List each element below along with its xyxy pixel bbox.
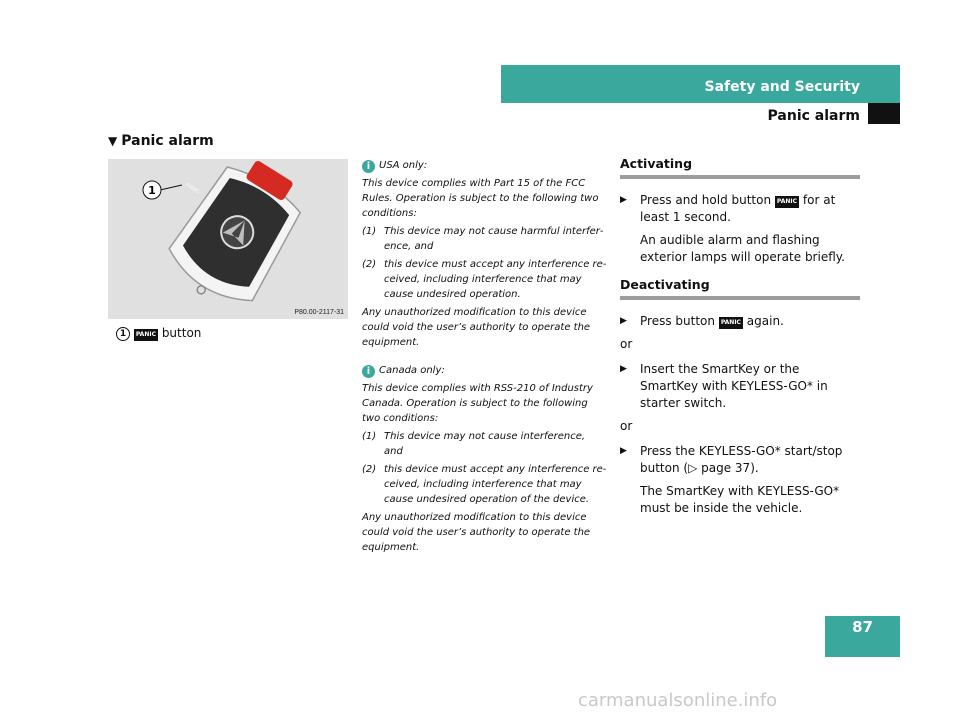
canada-heading (362, 363, 607, 378)
page-number: 87 (852, 618, 873, 636)
or-separator: or (620, 419, 633, 433)
usa-footer: Any unauthorized modification to this device could void the user’s authority to operate the equipment. (362, 307, 591, 348)
bullet-arrow-icon: ▶ (620, 316, 627, 326)
info-icon: i (362, 365, 375, 378)
condition-number: (2) (362, 464, 377, 475)
panic-button-icon: PANIC (719, 317, 743, 329)
deactivating-step-3 (620, 443, 860, 477)
condition-text: This device may not cause harmful interference, and (384, 226, 604, 252)
compliance-notes (362, 158, 607, 558)
header-band (501, 65, 900, 103)
canada-intro: This device complies with RSS-210 of Industry Canada. Operation is subject to the following two conditions: (362, 383, 593, 424)
caption-text: button (161, 326, 202, 340)
condition-text: this device must accept any interference received, including interference that may cause undesired operation. (384, 259, 607, 300)
page-tab-marker (868, 103, 900, 124)
figure-caption (116, 326, 201, 341)
condition-text: this device must accept any interference received, including interference that may cause undesired operation of the device. (384, 464, 607, 505)
usa-condition-1 (362, 224, 607, 254)
condition-number: (1) (362, 431, 377, 442)
panic-button-icon: PANIC (134, 329, 158, 341)
figure-reference: P80.00-2117-31 (294, 309, 344, 316)
caption-number: 1 (116, 327, 130, 341)
deactivating-step-1 (620, 313, 860, 330)
canada-footer: Any unauthorized modification to this device could void the user’s authority to operate the equipment. (362, 512, 591, 553)
section-header: Panic alarm (767, 108, 860, 124)
page-number-box (825, 616, 900, 657)
page-reference-link[interactable]: page 37 (701, 461, 751, 475)
smartkey-figure (108, 159, 348, 319)
deactivating-heading: Deactivating (620, 276, 860, 300)
smartkey-illustration (108, 159, 348, 319)
info-icon: i (362, 160, 375, 173)
activating-note: An audible alarm and flashing exterior lamps will operate briefly. (640, 233, 845, 264)
key-panic-label: PANIC (184, 182, 201, 196)
condition-number: (1) (362, 226, 377, 237)
or-separator: or (620, 337, 633, 351)
step-text: again. (746, 314, 784, 328)
bullet-arrow-icon: ▶ (620, 446, 627, 456)
instructions (620, 155, 860, 527)
callout-number: 1 (148, 184, 156, 197)
panic-button-icon: PANIC (775, 196, 799, 208)
usa-condition-2 (362, 257, 607, 302)
step-text: Insert the SmartKey or the SmartKey with KEYLESS-GO* in starter switch. (640, 362, 828, 410)
canada-heading-text: Canada only: (379, 365, 445, 376)
chapter-title: Safety and Security (704, 79, 860, 95)
step-text: Press the KEYLESS-GO* start/stop button ( (640, 444, 843, 475)
page-ref-arrow-icon: ▷ (688, 461, 702, 475)
watermark: carmanualsonline.info (578, 690, 778, 711)
usa-heading-text: USA only: (379, 160, 428, 171)
canada-condition-1 (362, 429, 607, 459)
activating-heading: Activating (620, 155, 860, 179)
canada-condition-2 (362, 462, 607, 507)
usa-intro: This device complies with Part 15 of the FCC Rules. Operation is subject to the following two conditions: (362, 178, 599, 219)
page-title (108, 133, 214, 149)
page-title-text: Panic alarm (121, 133, 214, 149)
step-text: Press button (640, 314, 715, 328)
usa-heading (362, 158, 607, 173)
step-text: Press and hold button (640, 193, 772, 207)
step-text: for at least 1 second. (640, 193, 836, 224)
condition-text: This device may not cause interference, and (384, 431, 586, 457)
deactivating-step-2 (620, 361, 860, 412)
condition-number: (2) (362, 259, 377, 270)
bullet-arrow-icon: ▶ (620, 195, 627, 205)
deactivating-note: The SmartKey with KEYLESS-GO* must be inside the vehicle. (640, 484, 840, 515)
step-text: ). (750, 461, 759, 475)
activating-step (620, 192, 860, 226)
bullet-arrow-icon: ▶ (620, 364, 627, 374)
triangle-down-icon: ▼ (108, 134, 118, 148)
